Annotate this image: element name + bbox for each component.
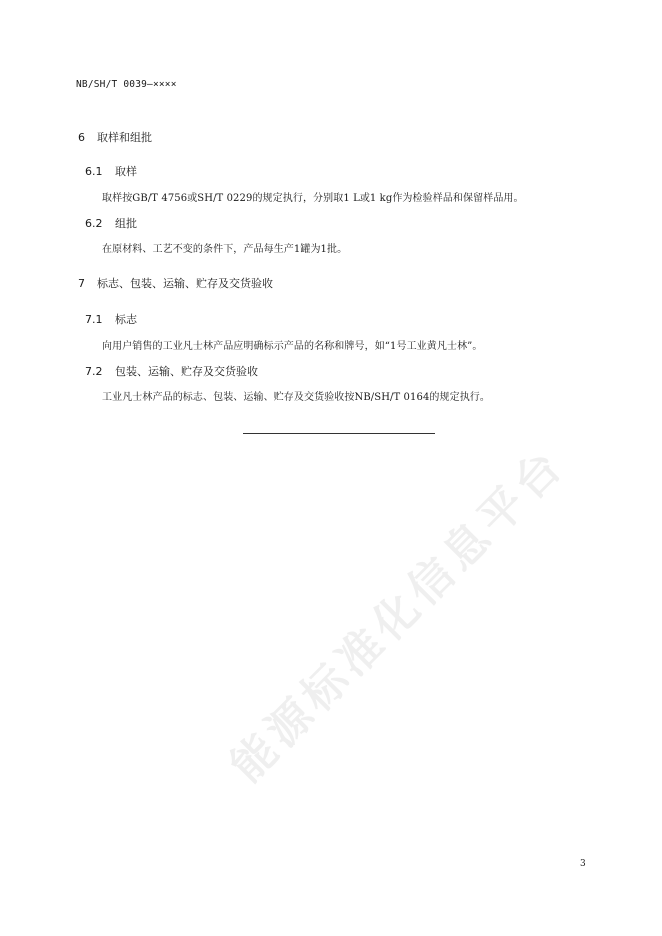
paragraph-7-1: 向用户销售的工业凡士林产品应明确标示产品的名称和牌号，如“1号工业黄凡士林”。	[102, 341, 483, 352]
section-number: 7	[78, 277, 85, 290]
section-title: 取样和组批	[97, 131, 152, 144]
paragraph-6-2: 在原材料、工艺不变的条件下，产品每生产1罐为1批。	[102, 244, 348, 255]
subsection-title: 组批	[115, 217, 137, 230]
subsection-number: 7.2	[85, 365, 103, 378]
subsection-title: 包装、运输、贮存及交货验收	[115, 365, 258, 378]
section-title: 标志、包装、运输、贮存及交货验收	[97, 277, 273, 290]
section-heading-7	[78, 275, 273, 291]
subsection-heading-6-1	[85, 163, 137, 179]
section-number: 6	[78, 131, 85, 144]
watermark: 能源标准化信息平台	[221, 438, 576, 793]
end-rule	[243, 433, 435, 434]
document-code: NB/SH/T 0039—××××	[76, 79, 177, 90]
subsection-number: 6.1	[85, 165, 103, 178]
subsection-number: 7.1	[85, 313, 103, 326]
subsection-title: 取样	[115, 165, 137, 178]
subsection-number: 6.2	[85, 217, 103, 230]
paragraph-7-2: 工业凡士林产品的标志、包装、运输、贮存及交货验收按NB/SH/T 0164的规定执行。	[102, 392, 491, 403]
section-heading-6	[78, 129, 152, 145]
subsection-heading-6-2	[85, 215, 137, 231]
subsection-title: 标志	[115, 313, 137, 326]
paragraph-6-1: 取样按GB/T 4756或SH/T 0229的规定执行，分别取1 L或1 kg作为检验样品和保留样品用。	[102, 193, 524, 204]
subsection-heading-7-2	[85, 363, 258, 379]
subsection-heading-7-1	[85, 311, 137, 327]
page-number: 3	[580, 859, 586, 869]
